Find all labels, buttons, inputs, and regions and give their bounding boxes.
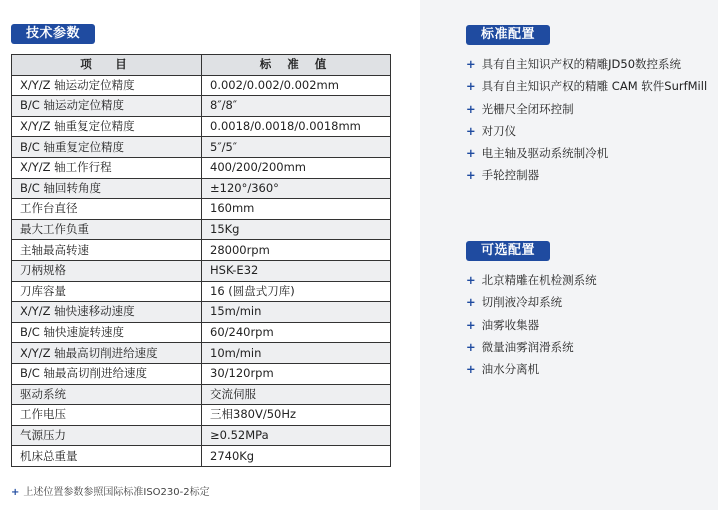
list-item-text: 具有自主知识产权的精雕 CAM 软件SurfMill bbox=[481, 79, 708, 94]
list-item-text: 具有自主知识产权的精雕JD50数控系统 bbox=[481, 57, 682, 71]
list-item-text: 油雾收集器 bbox=[481, 317, 540, 332]
spec-table-header bbox=[12, 55, 391, 76]
list-item-text: 油水分离机 bbox=[481, 362, 540, 377]
table-row bbox=[12, 199, 391, 220]
table-row bbox=[12, 116, 391, 137]
table-row bbox=[12, 178, 391, 199]
table-row bbox=[12, 405, 391, 426]
list-item-text: 光栅尺全闭环控制 bbox=[481, 101, 574, 116]
spec-item: 工作台直径 bbox=[12, 199, 202, 220]
spec-value: 10m/min bbox=[202, 343, 391, 364]
table-row bbox=[12, 446, 391, 467]
header-value: 标 准 值 bbox=[202, 55, 391, 76]
spec-value: 5″/5″ bbox=[202, 137, 391, 158]
standard-config-list bbox=[466, 53, 707, 187]
table-row bbox=[12, 240, 391, 261]
list-item bbox=[466, 358, 597, 380]
list-item-text: 北京精雕在机检测系统 bbox=[481, 273, 597, 287]
spec-value: 28000rpm bbox=[202, 240, 391, 261]
spec-value: 三相380V/50Hz bbox=[202, 405, 391, 426]
spec-item: 气源压力 bbox=[12, 425, 202, 446]
spec-value: 400/200/200mm bbox=[202, 157, 391, 178]
table-row bbox=[12, 302, 391, 323]
spec-value: 交流伺服 bbox=[202, 384, 391, 405]
spec-value: HSK-E32 bbox=[202, 260, 391, 281]
plus-icon: + bbox=[466, 57, 476, 71]
plus-icon: + bbox=[466, 273, 476, 287]
spec-item: 刀柄规格 bbox=[12, 260, 202, 281]
table-row bbox=[12, 157, 391, 178]
list-item bbox=[466, 291, 597, 313]
plus-icon: + bbox=[466, 146, 476, 161]
spec-item: B/C 轴重复定位精度 bbox=[12, 137, 202, 158]
spec-value: 8″/8″ bbox=[202, 96, 391, 117]
spec-item: X/Y/Z 轴快速移动速度 bbox=[12, 302, 202, 323]
spec-item: 工作电压 bbox=[12, 405, 202, 426]
spec-item: X/Y/Z 轴重复定位精度 bbox=[12, 116, 202, 137]
list-item-text: 手轮控制器 bbox=[481, 168, 540, 183]
list-item bbox=[466, 75, 707, 97]
spec-value: 0.0018/0.0018/0.0018mm bbox=[202, 116, 391, 137]
spec-item: X/Y/Z 轴最高切削进给速度 bbox=[12, 343, 202, 364]
list-item-text: 切削液冷却系统 bbox=[481, 295, 563, 310]
list-item bbox=[466, 269, 597, 291]
standard-config-title: 标准配置 bbox=[466, 25, 550, 45]
spec-section-title: 技术参数 bbox=[11, 24, 95, 44]
list-item bbox=[466, 314, 597, 336]
plus-icon: + bbox=[466, 339, 476, 354]
plus-icon: + bbox=[11, 487, 20, 498]
spec-item: 刀库容量 bbox=[12, 281, 202, 302]
spec-item: 机床总重量 bbox=[12, 446, 202, 467]
table-row bbox=[12, 219, 391, 240]
table-row bbox=[12, 260, 391, 281]
optional-config-list bbox=[466, 269, 597, 380]
spec-value: 0.002/0.002/0.002mm bbox=[202, 75, 391, 96]
list-item bbox=[466, 120, 707, 142]
table-row bbox=[12, 281, 391, 302]
plus-icon: + bbox=[466, 123, 476, 138]
table-row bbox=[12, 75, 391, 96]
table-row bbox=[12, 322, 391, 343]
spec-table bbox=[11, 54, 391, 467]
spec-item: 驱动系统 bbox=[12, 384, 202, 405]
list-item bbox=[466, 336, 597, 358]
table-row bbox=[12, 96, 391, 117]
spec-item: B/C 轴最高切削进给速度 bbox=[12, 363, 202, 384]
spec-table-body bbox=[12, 75, 391, 466]
optional-config-title: 可选配置 bbox=[466, 241, 550, 261]
table-row bbox=[12, 384, 391, 405]
spec-item: 最大工作负重 bbox=[12, 219, 202, 240]
spec-value: 160mm bbox=[202, 199, 391, 220]
list-item bbox=[466, 142, 707, 164]
spec-value: ≥0.52MPa bbox=[202, 425, 391, 446]
spec-item: X/Y/Z 轴工作行程 bbox=[12, 157, 202, 178]
plus-icon: + bbox=[466, 168, 476, 183]
table-row bbox=[12, 425, 391, 446]
list-item-text: 电主轴及驱动系统制冷机 bbox=[481, 146, 609, 161]
table-row bbox=[12, 137, 391, 158]
list-item bbox=[466, 53, 707, 75]
list-item-text: 微量油雾润滑系统 bbox=[481, 339, 574, 354]
spec-item: 主轴最高转速 bbox=[12, 240, 202, 261]
list-item bbox=[466, 164, 707, 186]
plus-icon: + bbox=[466, 362, 476, 377]
list-item bbox=[466, 98, 707, 120]
footnote-text: 上述位置参数参照国际标准ISO230-2标定 bbox=[23, 487, 210, 498]
spec-item: B/C 轴快速旋转速度 bbox=[12, 322, 202, 343]
spec-item: B/C 轴运动定位精度 bbox=[12, 96, 202, 117]
spec-value: 30/120rpm bbox=[202, 363, 391, 384]
spec-value: 15m/min bbox=[202, 302, 391, 323]
plus-icon: + bbox=[466, 79, 476, 94]
spec-value: 16 (圆盘式刀库) bbox=[202, 281, 391, 302]
plus-icon: + bbox=[466, 317, 476, 332]
spec-item: X/Y/Z 轴运动定位精度 bbox=[12, 75, 202, 96]
spec-item: B/C 轴回转角度 bbox=[12, 178, 202, 199]
spec-value: ±120°/360° bbox=[202, 178, 391, 199]
spec-value: 60/240rpm bbox=[202, 322, 391, 343]
plus-icon: + bbox=[466, 295, 476, 310]
plus-icon: + bbox=[466, 101, 476, 116]
list-item-text: 对刀仪 bbox=[481, 123, 517, 138]
spec-value: 2740Kg bbox=[202, 446, 391, 467]
spec-value: 15Kg bbox=[202, 219, 391, 240]
table-row bbox=[12, 363, 391, 384]
footnote bbox=[11, 483, 210, 498]
table-row bbox=[12, 343, 391, 364]
header-item: 项 目 bbox=[12, 55, 202, 76]
